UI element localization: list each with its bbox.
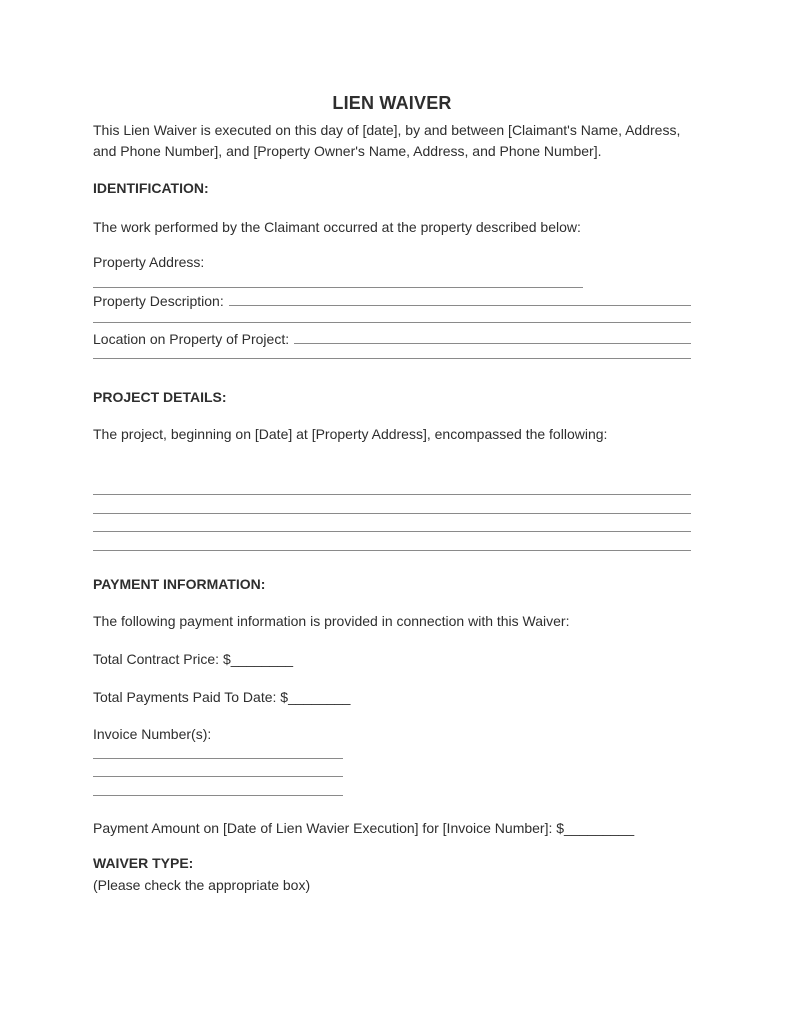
waiver-type-heading: WAIVER TYPE: xyxy=(93,854,194,871)
payment-information-heading: PAYMENT INFORMATION: xyxy=(93,575,266,592)
invoice-field-line-1[interactable] xyxy=(93,758,343,759)
payment-information-body: The following payment information is provided in connection with this Waiver: xyxy=(93,612,570,629)
invoice-numbers-label: Invoice Number(s): xyxy=(93,725,212,742)
project-details-body: The project, beginning on [Date] at [Property Address], encompassed the following: xyxy=(93,426,608,442)
property-description-field-line[interactable] xyxy=(229,291,691,306)
document-title: LIEN WAIVER xyxy=(332,93,452,113)
total-payments-paid-field[interactable]: Total Payments Paid To Date: $________ xyxy=(93,688,351,705)
location-label: Location on Property of Project: xyxy=(93,331,290,347)
waiver-type-instruction: (Please check the appropriate box) xyxy=(93,876,311,893)
property-description-field-line-2[interactable] xyxy=(93,322,691,323)
invoice-number-field-lines xyxy=(93,758,691,796)
intro-paragraph: This Lien Waiver is executed on this day of [date], by and between [Claimant's Name, Address, and Phone Number], and [Property Owner's Name, Address, and Phone Number]. xyxy=(93,122,681,159)
invoice-field-line-2[interactable] xyxy=(93,776,343,777)
project-field-line-3[interactable] xyxy=(93,531,691,532)
project-field-line-1[interactable] xyxy=(93,494,691,495)
property-address-label: Property Address: xyxy=(93,254,205,270)
property-address-field-line[interactable] xyxy=(93,287,583,288)
project-description-field-lines xyxy=(93,494,691,551)
payment-amount-field[interactable]: Payment Amount on [Date of Lien Wavier Execution] for [Invoice Number]: $_________ xyxy=(93,819,635,836)
project-details-heading: PROJECT DETAILS: xyxy=(93,389,227,405)
location-row xyxy=(93,329,691,350)
property-description-label: Property Description: xyxy=(93,293,224,309)
property-description-row xyxy=(93,291,691,312)
project-field-line-4[interactable] xyxy=(93,550,691,551)
identification-heading: IDENTIFICATION: xyxy=(93,180,209,196)
invoice-field-line-3[interactable] xyxy=(93,795,343,796)
total-contract-price-field[interactable]: Total Contract Price: $________ xyxy=(93,650,294,667)
location-field-line-2[interactable] xyxy=(93,358,691,359)
location-field-line[interactable] xyxy=(294,329,691,344)
identification-body: The work performed by the Claimant occurred at the property described below: xyxy=(93,219,581,235)
project-field-line-2[interactable] xyxy=(93,513,691,514)
